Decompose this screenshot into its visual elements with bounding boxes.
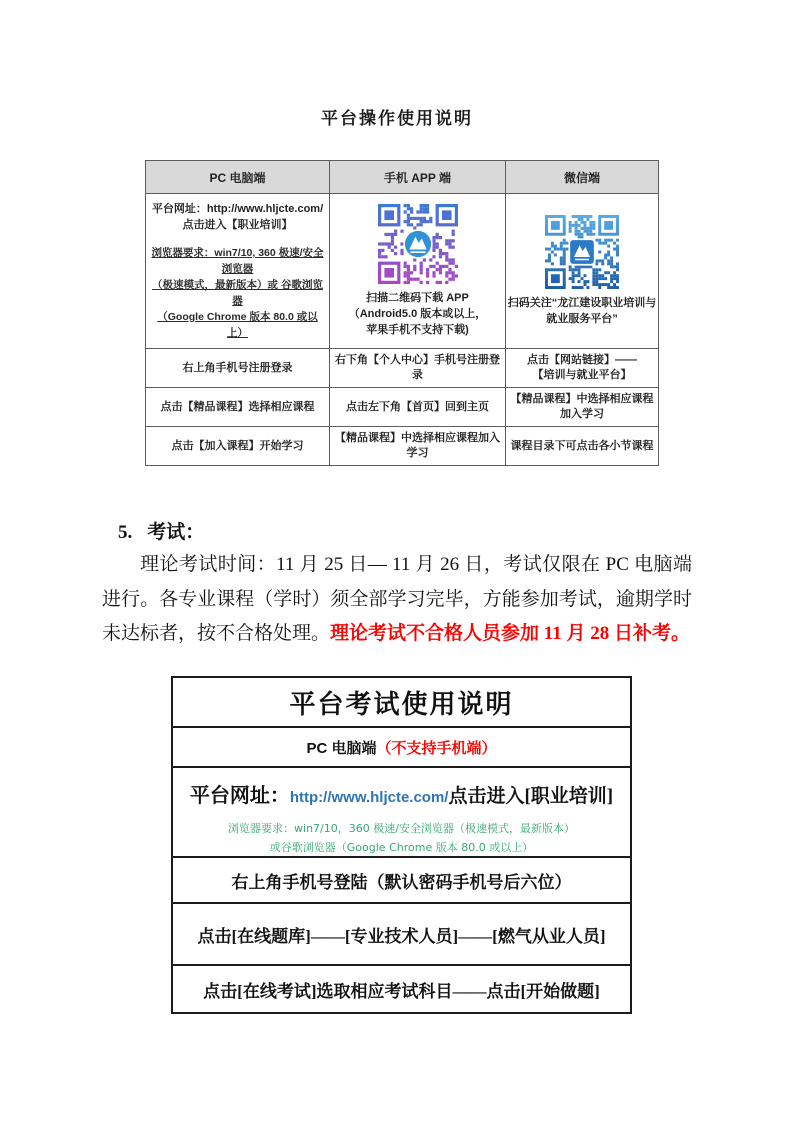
- app-qr-caption-line1: 扫描二维码下载 APP: [366, 292, 469, 304]
- enter-training-text: 点击进入【职业培训】: [182, 219, 293, 231]
- start-exam-step-text: 点击[在线考试]选取相应考试科目——点击[开始做题]: [172, 965, 631, 1013]
- qr-row: [146, 194, 659, 349]
- table-row: [146, 388, 659, 427]
- step-wechat-link-line2: 【培训与就业平台】: [532, 369, 632, 381]
- url-label: 平台网址：: [189, 784, 290, 807]
- exam-table-title: 平台考试使用说明: [172, 677, 631, 727]
- app-qr-caption-line3: 苹果手机不支持下载): [366, 324, 469, 336]
- exam-info-text: 理论考试时间：11 月 25 日— 11 月 26 日，考试仅限在 PC 电脑端进行。各专业课程（学时）须全部学习完毕，方能参加考试，逾期学时未达标者，按不合格处理。: [102, 554, 692, 644]
- step-wechat-link: [506, 349, 659, 388]
- section-number: 5.: [118, 522, 133, 543]
- step-pc-register: 右上角手机号注册登录: [146, 349, 330, 388]
- question-bank-step-text: 点击[在线题库]——[专业技术人员]——[燃气从业人员]: [172, 903, 631, 965]
- exam-table-bank-row: [172, 903, 631, 965]
- exam-table-start-row: [172, 965, 631, 1013]
- browser-requirement-line2: （极速模式，最新版本）或 谷歌浏览器: [152, 279, 323, 307]
- section-title: 考试：: [147, 522, 205, 543]
- platform-operation-table: [145, 160, 659, 466]
- pc-platform-cell: [146, 194, 330, 349]
- exam-table-url-row: [172, 767, 631, 857]
- header-pc: PC 电脑端: [146, 161, 330, 194]
- platform-exam-table: [171, 676, 632, 1014]
- header-app: 手机 APP 端: [330, 161, 506, 194]
- pc-only-cell: [172, 727, 631, 767]
- platform-url-link[interactable]: http://www.hljcte.com/: [289, 788, 449, 806]
- spacer: [151, 233, 324, 245]
- step-app-join: 【精品课程】中选择相应课程加入学习: [330, 427, 506, 466]
- exam-table-login-row: [172, 857, 631, 903]
- app-download-qr-icon: [378, 204, 458, 284]
- wechat-follow-qr-icon: [545, 215, 619, 289]
- page-title: 平台操作使用说明: [321, 109, 473, 128]
- platform-url-text: 平台网址：http://www.hljcte.com/: [151, 203, 324, 215]
- exam-table-pc-row: [172, 727, 631, 767]
- step-app-home: 点击左下角【首页】回到主页: [330, 388, 506, 427]
- app-qr-cell: [330, 194, 506, 349]
- enter-training-label: 点击进入[职业培训]: [448, 785, 614, 807]
- exam-table-title-row: [172, 677, 631, 727]
- step-wechat-catalog: 课程目录下可点击各小节课程: [506, 427, 659, 466]
- browser-requirement-line3: （Google Chrome 版本 80.0 或以上）: [157, 311, 318, 339]
- step-wechat-link-line1: 点击【网站链接】——: [527, 354, 637, 366]
- wechat-qr-caption-line2: 就业服务平台”: [546, 313, 618, 325]
- section-heading: [118, 517, 204, 544]
- exam-browser-requirement-line1: 浏览器要求：win7/10，360 极速/安全浏览器（极速模式，最新版本）: [228, 821, 575, 835]
- step-pc-join: 点击【加入课程】开始学习: [146, 427, 330, 466]
- step-wechat-course: 【精品课程】中选择相应课程加入学习: [506, 388, 659, 427]
- header-wechat: 微信端: [506, 161, 659, 194]
- login-step-text: 右上角手机号登陆（默认密码手机号后六位）: [172, 857, 631, 903]
- table-header-row: [146, 161, 659, 194]
- exam-paragraph: [102, 548, 692, 652]
- table-row: [146, 427, 659, 466]
- browser-requirement-line1: 浏览器要求：win7/10, 360 极速/安全浏览器: [151, 247, 324, 275]
- no-mobile-warning: （不支持手机端）: [376, 739, 497, 757]
- step-app-register: 右下角【个人中心】手机号注册登录: [330, 349, 506, 388]
- makeup-exam-notice: 理论考试不合格人员参加 11 月 28 日补考。: [330, 623, 690, 644]
- wechat-qr-cell: [506, 194, 659, 349]
- table-row: [146, 349, 659, 388]
- wechat-qr-caption-line1: 扫码关注“龙江建设职业培训与: [507, 297, 657, 309]
- pc-only-label: PC 电脑端: [306, 739, 377, 757]
- step-pc-course: 点击【精品课程】选择相应课程: [146, 388, 330, 427]
- exam-url-cell: [172, 767, 631, 857]
- app-qr-caption-line2: （Android5.0 版本或以上，: [348, 308, 487, 320]
- exam-browser-requirement-line2: 或谷歌浏览器（Google Chrome 版本 80.0 或以上）: [269, 840, 534, 854]
